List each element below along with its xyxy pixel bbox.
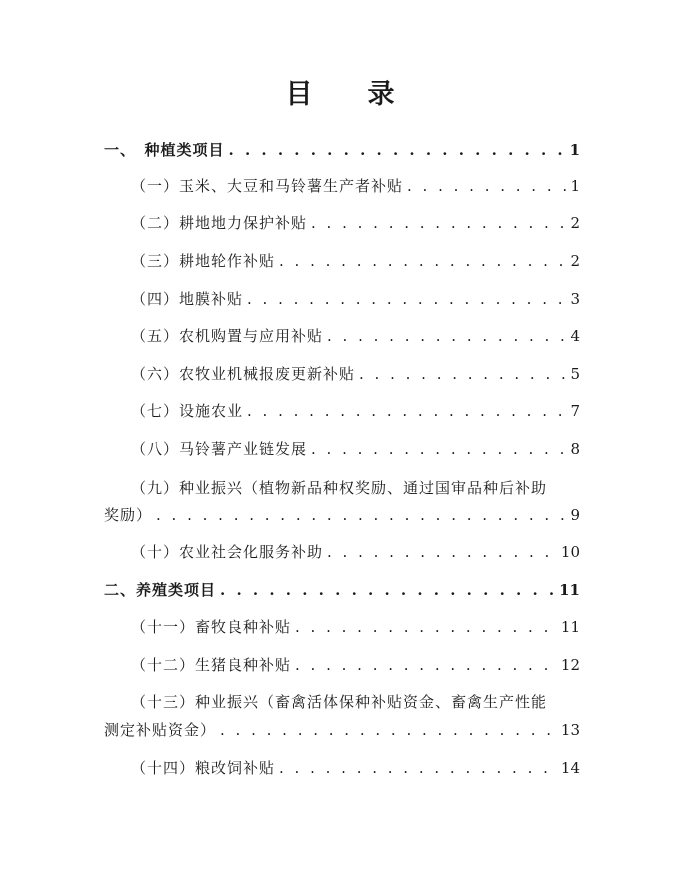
toc-page-number: 4 [570,327,580,345]
toc-page-number: 10 [560,543,580,561]
dot-leader [247,289,566,309]
toc-item-12[interactable] [131,655,580,675]
toc-item-label: （八）马铃薯产业链发展 [131,440,308,458]
dot-leader [311,439,566,459]
toc-item-13-line1[interactable]: （十三）种业振兴（畜禽活体保种补贴资金、畜禽生产性能 [131,693,548,711]
toc-item-label: （一）玉米、大豆和马铃薯生产者补贴 [131,177,404,195]
toc-item-14[interactable] [131,758,580,778]
toc-item-11[interactable] [131,617,580,637]
toc-page-number: 3 [570,290,580,308]
page-title: 目 录 [285,79,409,110]
toc-item-label: （十）农业社会化服务补助 [131,543,324,561]
dot-leader [247,401,566,421]
dot-leader [220,580,555,600]
toc-item-9[interactable] [104,505,580,525]
dot-leader [279,251,566,271]
dot-leader [407,176,566,196]
dot-leader [327,542,557,562]
toc-page-number: 9 [570,506,580,524]
toc-item-label: （七）设施农业 [131,402,244,420]
toc-page-number: 2 [570,252,580,270]
dot-leader [229,140,566,160]
toc-item-6[interactable] [131,364,580,384]
toc-item-3[interactable] [131,251,580,271]
toc-item-9-line1[interactable]: （九）种业振兴（植物新品种权奖励、通过国审品种后补助 [131,479,548,497]
toc-page-number: 8 [570,440,580,458]
dot-leader [295,655,557,675]
dot-leader [311,213,566,233]
dot-leader [327,326,566,346]
toc-page-number: 2 [570,214,580,232]
toc-item-13[interactable] [104,720,580,740]
toc-section-label: 二、养殖类项目 [104,581,217,599]
toc-page-number: 12 [560,656,580,674]
toc-item-5[interactable] [131,326,580,346]
toc-item-7[interactable] [131,401,580,421]
toc-item-label: （十四）粮改饲补贴 [131,759,276,777]
toc-section-breeding[interactable] [104,580,580,600]
toc-item-label: （十一）畜牧良种补贴 [131,618,292,636]
toc-item-label: （六）农牧业机械报废更新补贴 [131,365,356,383]
toc-item-10[interactable] [131,542,580,562]
dot-leader [156,505,566,525]
toc-page-number: 13 [560,721,580,739]
toc-item-8[interactable] [131,439,580,459]
dot-leader [295,617,557,637]
toc-page-number: 7 [570,402,580,420]
toc-item-label: （十二）生猪良种补贴 [131,656,292,674]
toc-page-number: 14 [560,759,580,777]
toc-section-planting[interactable] [104,140,580,160]
toc-item-label: （二）耕地地力保护补贴 [131,214,308,232]
toc-item-4[interactable] [131,289,580,309]
toc-item-2[interactable] [131,213,580,233]
toc-page-number: 1 [570,177,580,195]
toc-item-1[interactable] [131,176,580,196]
toc-item-label: 测定补贴资金） [104,721,217,739]
dot-leader [220,720,557,740]
dot-leader [279,758,557,778]
toc-page-number: 5 [570,365,580,383]
toc-item-label: （五）农机购置与应用补贴 [131,327,324,345]
toc-page-number: 11 [559,581,580,599]
toc-item-label: （四）地膜补贴 [131,290,244,308]
toc-page-number: 1 [569,141,580,159]
toc-item-label: 奖励） [104,506,153,524]
toc-item-label: （三）耕地轮作补贴 [131,252,276,270]
dot-leader [359,364,566,384]
toc-page-number: 11 [560,618,580,636]
toc-section-label: 一、 种植类项目 [104,141,225,159]
